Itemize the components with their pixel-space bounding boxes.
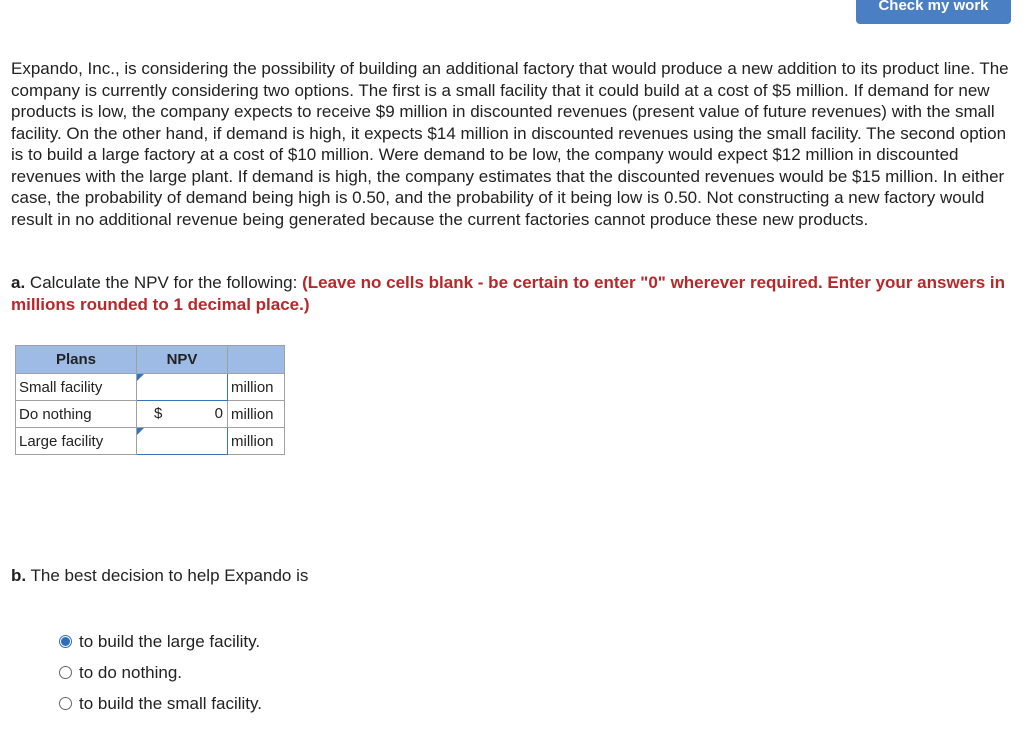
npv-do-nothing-value: 0	[214, 405, 223, 422]
input-flag-icon	[137, 374, 144, 381]
part-b-question: The best decision to help Expando is	[26, 566, 309, 585]
unit-do-nothing: million	[228, 401, 285, 428]
option-do-nothing[interactable]	[59, 657, 262, 688]
option-small-facility[interactable]	[59, 688, 262, 719]
npv-do-nothing-cell	[137, 401, 228, 428]
npv-small-facility-cell[interactable]	[137, 374, 228, 401]
table-row	[16, 374, 285, 401]
option-label: to do nothing.	[79, 662, 183, 682]
npv-large-facility-input[interactable]	[137, 428, 227, 454]
input-flag-icon	[137, 428, 144, 435]
part-b-label: b.	[11, 566, 27, 585]
header-plans: Plans	[16, 346, 137, 374]
option-large-facility[interactable]	[59, 626, 262, 657]
part-a-instruction: (Leave no cells blank - be certain to enter "0" wherever required. Enter your answers in millions rounded to 1 decimal place.)	[11, 273, 1006, 314]
table-row	[16, 401, 285, 428]
plan-large-facility: Large facility	[16, 428, 137, 455]
part-b-prompt	[11, 566, 308, 586]
radio-unselected-icon[interactable]	[59, 666, 72, 679]
unit-small-facility: million	[228, 374, 285, 401]
decision-options	[59, 626, 262, 719]
plan-small-facility: Small facility	[16, 374, 137, 401]
header-npv: NPV	[137, 346, 228, 374]
npv-table-header	[16, 346, 285, 374]
part-a-prompt	[11, 272, 1011, 315]
plan-do-nothing: Do nothing	[16, 401, 137, 428]
part-a-label: a.	[11, 273, 26, 292]
npv-table	[15, 345, 285, 455]
table-row	[16, 428, 285, 455]
part-a-question: Calculate the NPV for the following:	[25, 273, 303, 292]
dollar-sign: $	[154, 405, 163, 422]
npv-small-facility-input[interactable]	[137, 374, 227, 400]
npv-large-facility-cell[interactable]	[137, 428, 228, 455]
radio-selected-icon[interactable]	[59, 635, 72, 648]
radio-unselected-icon[interactable]	[59, 697, 72, 710]
unit-large-facility: million	[228, 428, 285, 455]
check-my-work-button[interactable]: Check my work	[856, 0, 1011, 24]
header-unit	[228, 346, 285, 374]
option-label: to build the large facility.	[79, 631, 261, 651]
question-text: Expando, Inc., is considering the possibility of building an additional factory that would produce a new addition to its product line. The company is currently considering two options. The first is a small facility that it could build at a cost of $5 million. If demand for new products is low, the company expects to receive $9 million in discounted revenues (present value of future revenues) with the small facility. On the other hand, if demand is high, it expects $14 million in discounted revenues using the small facility. The second option is to build a large factory at a cost of $10 million. Were demand to be low, the company would expect $12 million in discounted revenues with the large plant. If demand is high, the company estimates that the discounted revenues would be $15 million. In either case, the probability of demand being high is 0.50, and the probability of it being low is 0.50. Not constructing a new factory would result in no additional revenue being generated because the current factories cannot produce these new products.	[11, 59, 1009, 229]
option-label: to build the small facility.	[79, 693, 262, 713]
